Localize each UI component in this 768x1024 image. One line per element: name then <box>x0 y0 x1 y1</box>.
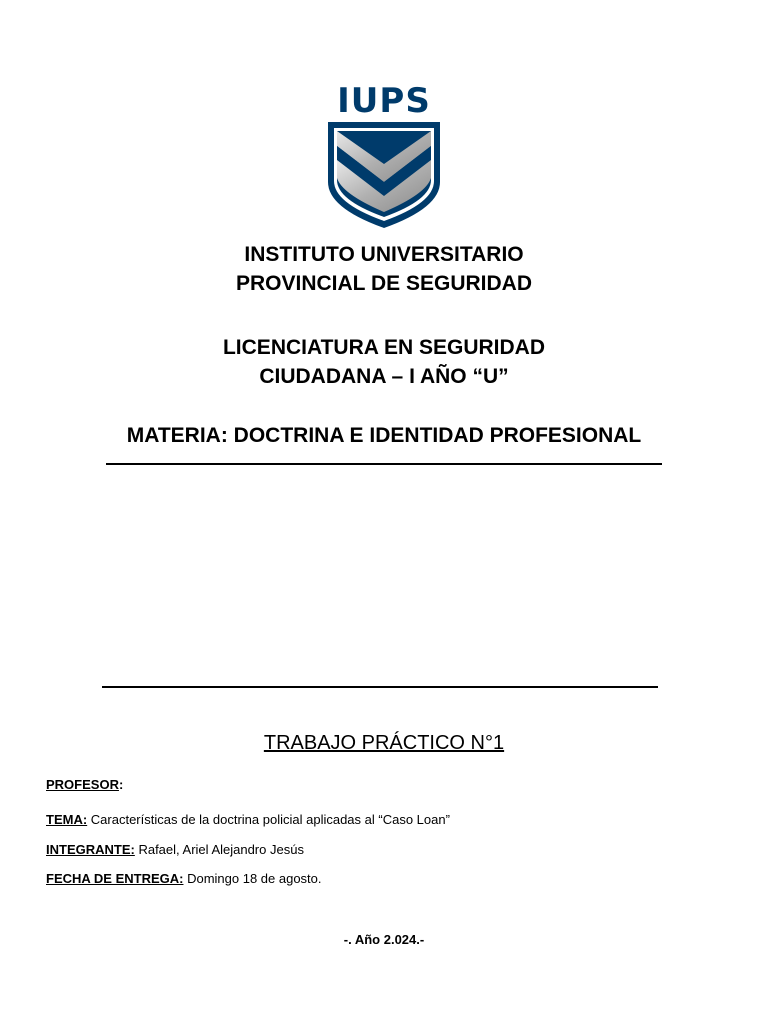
degree-name <box>0 333 768 391</box>
integrante-value: Rafael, Ariel Alejandro Jesús <box>134 842 304 857</box>
institution-line-1: INSTITUTO UNIVERSITARIO <box>244 243 524 266</box>
year-footer: -. Año 2.024.- <box>343 932 425 947</box>
institution-line-2: PROVINCIAL DE SEGURIDAD <box>236 272 532 295</box>
field-profesor <box>46 776 123 794</box>
subject-heading <box>0 421 768 450</box>
tema-label: TEMA: <box>46 812 88 827</box>
field-tema <box>46 811 450 829</box>
degree-line-1: LICENCIATURA EN SEGURIDAD <box>222 336 545 359</box>
tema-value: Características de la doctrina policial aplicadas al “Caso Loan” <box>87 812 450 827</box>
institution-name <box>0 240 768 298</box>
fecha-label: FECHA DE ENTREGA: <box>46 871 184 886</box>
work-title: TRABAJO PRÁCTICO N°1 <box>263 732 505 754</box>
field-integrante <box>46 841 304 859</box>
top-divider <box>106 463 662 465</box>
degree-line-2: CIUDADANA – I AÑO “U” <box>259 365 509 388</box>
bottom-divider <box>102 686 658 688</box>
profesor-label: PROFESOR <box>46 777 119 792</box>
profesor-colon: : <box>118 777 124 792</box>
iups-logo <box>324 81 444 230</box>
shield-icon <box>326 120 442 230</box>
logo-wordmark: IUPS <box>337 81 431 121</box>
field-fecha <box>46 870 322 888</box>
integrante-label: INTEGRANTE: <box>46 842 135 857</box>
fecha-value: Domingo 18 de agosto. <box>183 871 322 886</box>
subject-text: MATERIA: DOCTRINA E IDENTIDAD PROFESIONAL <box>126 424 642 447</box>
